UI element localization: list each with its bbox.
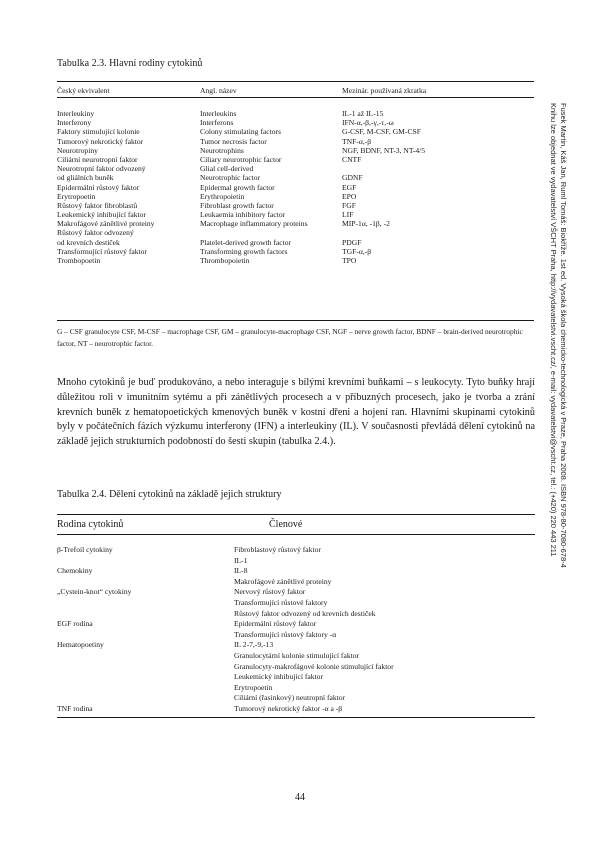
english-name-cell: Tumor necrosis factor bbox=[200, 136, 267, 146]
czech-name-cell: Interferony bbox=[57, 118, 92, 128]
table-row bbox=[57, 192, 534, 201]
english-name-cell: Interferons bbox=[200, 118, 234, 128]
member-cell: IL-8 bbox=[234, 566, 248, 576]
family-cell: EGF rodina bbox=[57, 619, 93, 629]
table-row bbox=[57, 662, 535, 673]
table-row bbox=[57, 155, 534, 164]
side-citation-line-2: Knihu lze objednat ve vydavatelství VŠCHT Praha, http://vydavatelstvi.vscht.cz/, e-mail: vydavatelstvi@vscht.cz, tel.: (+420) 220 443 211 bbox=[549, 103, 558, 557]
table-2-3-note: G – CSF granulocyte CSF, M-CSF – macrophage CSF, GM – granulocyte-macrophage CSF, NGF – nerve growth factor, BDNF – brain-derived neurotrophic factor, NT – neurotrophic factor. bbox=[57, 327, 523, 348]
czech-name-cell: Tumorový nekrotický faktor bbox=[57, 136, 144, 146]
table-row bbox=[57, 173, 534, 182]
abbreviation-cell bbox=[342, 164, 534, 173]
table-row bbox=[57, 672, 535, 683]
family-cell bbox=[57, 598, 234, 609]
abbreviation-cell: EPO bbox=[342, 191, 357, 201]
family-cell: β-Trefoil cytokiny bbox=[57, 545, 113, 554]
member-cell: Tumorový nekrotický faktor -α a -β bbox=[234, 703, 343, 713]
table-row bbox=[57, 609, 535, 620]
family-cell: „Cystein-knot“ cytokiny bbox=[57, 587, 132, 597]
czech-name-cell: od gliálních buněk bbox=[57, 173, 114, 183]
czech-name-cell: Erytropoetin bbox=[57, 191, 96, 201]
english-name-cell: Ciliary neurotrophic factor bbox=[200, 154, 282, 164]
table-2-4-bottom-rule bbox=[57, 717, 535, 718]
abbreviation-cell: CNTF bbox=[342, 154, 362, 164]
abbreviation-cell: PDGF bbox=[342, 237, 362, 247]
family-cell bbox=[57, 651, 234, 662]
english-name-cell: Thrombopoietin bbox=[200, 256, 250, 265]
english-name-cell: Neurotrophins bbox=[200, 145, 244, 155]
table-2-3-body bbox=[57, 109, 534, 265]
member-cell: Nervový růstový faktor bbox=[234, 587, 306, 597]
english-name-cell: Leukaemia inhibitory factor bbox=[200, 210, 286, 220]
abbreviation-cell: TNF-α,-β bbox=[342, 136, 372, 146]
table-row bbox=[57, 630, 535, 641]
family-cell bbox=[57, 609, 234, 620]
english-name-cell: Epidermal growth factor bbox=[200, 182, 275, 192]
abbreviation-cell: TGF-α,-β bbox=[342, 246, 372, 256]
table-2-3-header-english: Angl. název bbox=[200, 86, 237, 95]
table-row bbox=[57, 228, 534, 237]
member-cell: Transformující růstové faktory bbox=[234, 597, 328, 607]
table-row bbox=[57, 118, 534, 127]
table-row bbox=[57, 238, 534, 247]
table-2-4-header-family: Rodina cytokinů bbox=[57, 519, 124, 530]
czech-name-cell: Faktory stimulující kolonie bbox=[57, 127, 140, 137]
english-name-cell: Fibroblast growth factor bbox=[200, 200, 274, 210]
czech-name-cell: Růstový faktor odvozený bbox=[57, 228, 134, 238]
family-cell bbox=[57, 662, 234, 673]
side-citation-line-1: Fusek Martin, Káš Jan, Ruml Tomáš: Biokříže. 1st ed. Vysoká škola chemicko-technologická v Praze, Praha 2008. ISBN 978-80-7080-678-4 bbox=[559, 103, 568, 568]
body-paragraph: Mnoho cytokinů je buď produkováno, a nebo interaguje s bílými krevními buňkami – s leukocyty. Tyto buňky hrají důležitou roli v imunitním sytému a při zánětlivých procesech a v příbuzných procesech, jako je tvorba a zrání krevních buněk z hematopoetických kmenových buněk v kostní dřeni a hojení ran. Hlavními skupinami cytokinů byly v počátečních fázích výzkumu interferony (IFN) a interleukiny (IL). V současnosti převládá dělení cytokinů na základě jejich strukturních podobností do šesti skupin (tabulka 2.4.). bbox=[57, 377, 535, 448]
table-row bbox=[57, 109, 534, 118]
family-cell bbox=[57, 556, 234, 567]
abbreviation-cell bbox=[342, 228, 534, 237]
abbreviation-cell: EGF bbox=[342, 182, 357, 192]
czech-name-cell: od krevních destiček bbox=[57, 237, 120, 247]
member-cell: Erytropoetin bbox=[234, 682, 273, 692]
family-cell: Chemokiny bbox=[57, 566, 93, 576]
table-2-4-body bbox=[57, 545, 535, 715]
member-cell: Leukemický inhibující faktor bbox=[234, 672, 323, 682]
table-row bbox=[57, 210, 534, 219]
table-row bbox=[57, 577, 535, 588]
table-row bbox=[57, 545, 535, 556]
abbreviation-cell: FGF bbox=[342, 200, 356, 210]
english-name-cell bbox=[200, 228, 342, 237]
table-row bbox=[57, 137, 534, 146]
czech-name-cell: Neurotropiny bbox=[57, 145, 98, 155]
member-cell: Epidermální růstový faktor bbox=[234, 619, 317, 629]
member-cell: IL 2-7,-9,-13 bbox=[234, 640, 274, 650]
table-row bbox=[57, 127, 534, 136]
table-row bbox=[57, 247, 534, 256]
table-2-3-caption: Tabulka 2.3. Hlavní rodiny cytokinů bbox=[57, 58, 203, 69]
table-row bbox=[57, 556, 535, 567]
english-name-cell: Platelet-derived growth factor bbox=[200, 237, 292, 247]
table-row bbox=[57, 704, 535, 715]
member-cell: Fibroblastový růstový faktor bbox=[234, 545, 321, 554]
table-2-4-caption: Tabulka 2.4. Dělení cytokinů na základě jejich struktury bbox=[57, 489, 282, 500]
abbreviation-cell: MIP-1α, -1β, -2 bbox=[342, 219, 390, 229]
english-name-cell: Transforming growth factors bbox=[200, 246, 288, 256]
table-row bbox=[57, 219, 534, 228]
english-name-cell: Neurotrophic factor bbox=[200, 173, 261, 183]
table-row bbox=[57, 683, 535, 694]
member-cell: Transformující růstový faktory -α bbox=[234, 629, 337, 639]
table-row bbox=[57, 146, 534, 155]
table-row bbox=[57, 619, 535, 630]
family-cell bbox=[57, 672, 234, 683]
table-row bbox=[57, 201, 534, 210]
czech-name-cell: Makrofágové zánětlivé proteiny bbox=[57, 219, 155, 229]
table-row bbox=[57, 164, 534, 173]
czech-name-cell: Transformující růstový faktor bbox=[57, 246, 147, 256]
table-row bbox=[57, 598, 535, 609]
table-2-3-header-rule bbox=[57, 97, 534, 98]
family-cell bbox=[57, 630, 234, 641]
family-cell bbox=[57, 683, 234, 694]
table-row bbox=[57, 183, 534, 192]
abbreviation-cell: G-CSF, M-CSF, GM-CSF bbox=[342, 127, 421, 137]
member-cell: Růstový faktor odvozený od krevních destiček bbox=[234, 608, 376, 618]
czech-name-cell: Růstový faktor fibroblastů bbox=[57, 200, 138, 210]
member-cell: IL-1 bbox=[234, 555, 248, 565]
member-cell: Granulocyty-makrofágové kolonie stimulující faktor bbox=[234, 661, 394, 671]
family-cell: TNF rodina bbox=[57, 703, 93, 713]
czech-name-cell: Ciliární neurotropní faktor bbox=[57, 154, 138, 164]
family-cell bbox=[57, 577, 234, 588]
table-2-3-bottom-rule bbox=[57, 320, 534, 321]
english-name-cell: Colony stimulating factors bbox=[200, 127, 281, 137]
abbreviation-cell: TPO bbox=[342, 256, 357, 265]
abbreviation-cell: LIF bbox=[342, 210, 354, 220]
family-cell: Hematopoetiny bbox=[57, 640, 104, 650]
table-row bbox=[57, 566, 535, 577]
table-row bbox=[57, 693, 535, 704]
family-cell bbox=[57, 693, 234, 704]
english-name-cell: Glial cell-derived bbox=[200, 164, 254, 174]
czech-name-cell: Leukemický inhibující faktor bbox=[57, 210, 146, 220]
member-cell: Ciliární (řasinkový) neutropní faktor bbox=[234, 693, 346, 703]
member-cell: Granulocytární kolonie stimulující faktor bbox=[234, 650, 360, 660]
table-2-3-header-row bbox=[57, 86, 534, 95]
table-2-3-header-abbreviation: Mezinár. používaná zkratka bbox=[342, 86, 427, 95]
abbreviation-cell: IL-1 až IL-15 bbox=[342, 109, 384, 118]
czech-name-cell: Interleukiny bbox=[57, 109, 95, 118]
table-2-4-header-members: Členové bbox=[269, 519, 303, 530]
page-number: 44 bbox=[295, 792, 305, 803]
english-name-cell: Erythropoietin bbox=[200, 191, 245, 201]
english-name-cell: Interleukins bbox=[200, 109, 237, 118]
english-name-cell: Macrophage inflammatory proteins bbox=[200, 219, 308, 229]
abbreviation-cell: NGF, BDNF, NT-3, NT-4/5 bbox=[342, 145, 426, 155]
czech-name-cell: Neurotropní faktor odvozený bbox=[57, 164, 146, 174]
side-citation bbox=[548, 103, 568, 703]
abbreviation-cell: IFN-α,-β,-γ,-τ,-ω bbox=[342, 118, 394, 128]
abbreviation-cell: GDNF bbox=[342, 173, 363, 183]
table-row bbox=[57, 651, 535, 662]
member-cell: Makrofágové zánětlivé proteiny bbox=[234, 576, 332, 586]
table-2-3-header-czech: Český ekvivalent bbox=[57, 86, 110, 95]
table-row bbox=[57, 640, 535, 651]
table-row bbox=[57, 587, 535, 598]
table-2-4-header-rule bbox=[57, 534, 535, 535]
czech-name-cell: Trombopoetin bbox=[57, 256, 101, 265]
table-2-3-top-rule bbox=[57, 81, 534, 82]
czech-name-cell: Epidermální růstový faktor bbox=[57, 182, 140, 192]
table-row bbox=[57, 256, 534, 265]
table-2-4-top-rule bbox=[57, 514, 535, 515]
